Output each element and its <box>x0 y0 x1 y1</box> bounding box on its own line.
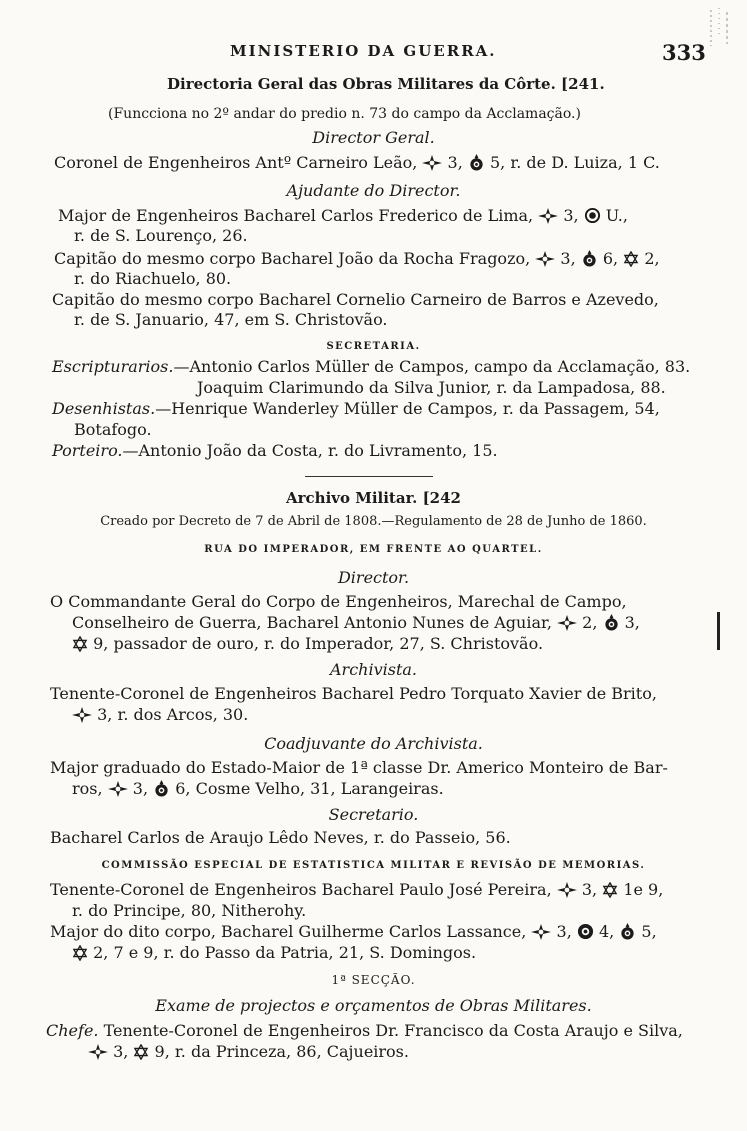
com3-text-b: 3, <box>556 922 572 941</box>
page-number: 333 <box>662 40 706 65</box>
aj2-text-a: Capitão do mesmo corpo Bacharel João da Rocha Fragozo, <box>54 249 531 268</box>
cross-icon <box>531 924 551 940</box>
rose-icon <box>603 614 620 631</box>
chefe2-text-b: 9, r. da Princeza, 86, Cajueiros. <box>154 1042 409 1061</box>
com4-text: 2, 7 e 9, r. do Passo da Patria, 21, S. Domingos. <box>93 943 477 962</box>
director-line-3 <box>72 634 543 654</box>
section-241-number: [241. <box>561 75 605 93</box>
com3-text-c: 4, <box>598 922 615 941</box>
exame-heading: Exame de projectos e orçamentos de Obras Militares. <box>155 996 592 1015</box>
ajudante-3-line-2: r. de S. Januario, 47, em S. Christovão. <box>74 310 388 329</box>
rose-icon <box>468 154 485 171</box>
section-241-subheading: (Funcciona no 2º andar do predio n. 73 do campo da Acclamação.) <box>108 106 581 122</box>
com3-text-d: 5, <box>641 922 657 941</box>
ajudante-2-line-2: r. do Riachuelo, 80. <box>74 269 232 288</box>
porteiro-text: —Antonio João da Costa, r. do Livramento, 15. <box>122 441 498 460</box>
cross-icon <box>535 251 555 267</box>
section-242-number: [242 <box>422 489 461 507</box>
director-geral-label: Director Geral. <box>312 128 435 147</box>
escripturarios-line-1 <box>52 357 690 377</box>
secretaria-label: SECRETARIA. <box>326 341 421 352</box>
dir2-text-c: 3, <box>624 613 640 632</box>
cross-icon <box>72 707 92 723</box>
chefe-line-1 <box>46 1021 683 1041</box>
cross-icon <box>538 208 558 224</box>
coadjuvante-label: Coadjuvante do Archivista. <box>264 734 483 753</box>
rose-icon <box>581 250 598 267</box>
com1-text-c: 1e 9, <box>623 880 664 899</box>
desenhistas-line-1 <box>52 399 660 419</box>
coadj2-text-b: 3, <box>132 779 149 798</box>
coadjuvante-line-2 <box>72 779 444 799</box>
cross-icon <box>557 615 577 631</box>
com1-text-b: 3, <box>581 880 598 899</box>
porteiro-line <box>52 441 498 461</box>
arch2-text: 3, r. dos Arcos, 30. <box>97 705 249 724</box>
section-242-title: Archivo Militar. <box>286 489 418 507</box>
desenhistas-label: Desenhistas. <box>52 399 156 418</box>
director-entry <box>54 153 660 173</box>
porteiro-label: Porteiro. <box>52 441 123 460</box>
ajudante-3-line-1: Capitão do mesmo corpo Bacharel Cornelio Carneiro de Barros e Azevedo, <box>52 290 659 309</box>
director-text-a: Coronel de Engenheiros Antº Carneiro Leão, <box>54 153 418 172</box>
wreath-icon <box>577 923 594 940</box>
aj2-text-b: 3, <box>560 249 576 268</box>
aj1-text-b: 3, <box>563 206 579 225</box>
star-icon <box>602 882 618 898</box>
archivista-line-1: Tenente-Coronel de Engenheiros Bacharel Pedro Torquato Xavier de Brito, <box>50 684 657 703</box>
section-divider <box>305 476 433 477</box>
chefe-text-1: Tenente-Coronel de Engenheiros Dr. Francisco da Costa Araujo e Silva, <box>103 1021 683 1040</box>
margin-mark <box>717 612 720 650</box>
cross-icon <box>88 1044 108 1060</box>
ajudante-2-line-1 <box>54 249 660 269</box>
star-icon <box>72 636 88 652</box>
chefe2-text-a: 3, <box>113 1042 129 1061</box>
section-242-heading <box>0 488 747 508</box>
director-line-2 <box>72 613 640 633</box>
section-241-title: Directoria Geral das Obras Militares da Côrte. <box>167 75 556 93</box>
escripturarios-label: Escripturarios. <box>52 357 174 376</box>
director-line-1: O Commandante Geral do Corpo de Engenheiros, Marechal de Campo, <box>50 592 627 611</box>
star-icon <box>623 251 639 267</box>
ajudante-label: Ajudante do Director. <box>286 181 461 200</box>
cross-icon <box>557 882 577 898</box>
archivista-label: Archivista. <box>329 660 417 679</box>
rose-icon <box>619 923 636 940</box>
circle-order-icon <box>584 207 601 224</box>
dir3-text-a: 9, passador de ouro, r. do Imperador, 27, S. Christovão. <box>93 634 544 653</box>
running-head <box>0 42 747 72</box>
aj2-text-d: 2, <box>644 249 660 268</box>
ajudante-1-line-1 <box>58 206 628 226</box>
star-icon <box>133 1044 149 1060</box>
section-241-heading <box>167 74 605 94</box>
coadjuvante-line-1: Major graduado do Estado-Maior de 1ª classe Dr. Americo Monteiro de Bar- <box>50 758 668 777</box>
secretario-label: Secretario. <box>328 805 419 824</box>
director-label: Director. <box>337 568 410 587</box>
commissao-line-2: r. do Principe, 80, Nitherohy. <box>72 901 307 920</box>
ajudante-1-line-2: r. de S. Lourenço, 26. <box>74 226 248 245</box>
chefe-label: Chefe. <box>46 1021 99 1040</box>
star-icon <box>72 945 88 961</box>
director-text-b: 3, <box>447 153 463 172</box>
coadj2-text-a: ros, <box>72 779 103 798</box>
coadj2-text-c: 6, Cosme Velho, 31, Larangeiras. <box>175 779 444 798</box>
desenhistas-line-2: Botafogo. <box>74 420 152 439</box>
com3-text-a: Major do dito corpo, Bacharel Guilherme Carlos Lassance, <box>50 922 527 941</box>
dir2-text-b: 2, <box>582 613 598 632</box>
running-title: MINISTERIO DA GUERRA. <box>230 42 497 60</box>
rua-line: RUA DO IMPERADOR, EM FRENTE AO QUARTEL. <box>204 544 543 555</box>
com1-text-a: Tenente-Coronel de Engenheiros Bacharel Paulo José Pereira, <box>50 880 552 899</box>
seccao-heading: 1ª SECÇÃO. <box>331 973 416 987</box>
cross-icon <box>422 155 442 171</box>
escripturarios-line-2: Joaquim Clarimundo da Silva Junior, r. da Lampadosa, 88. <box>197 378 666 397</box>
aj1-text-a: Major de Engenheiros Bacharel Carlos Frederico de Lima, <box>58 206 534 225</box>
dir2-text-a: Conselheiro de Guerra, Bacharel Antonio Nunes de Aguiar, <box>72 613 552 632</box>
rose-icon <box>153 780 170 797</box>
commissao-line-4 <box>72 943 476 963</box>
desenhistas-text-1: —Henrique Wanderley Müller de Campos, r. da Passagem, 54, <box>155 399 660 418</box>
escripturarios-text-1: —Antonio Carlos Müller de Campos, campo da Acclamação, 83. <box>173 357 691 376</box>
commissao-line-3 <box>50 922 657 942</box>
aj1-text-c: U., <box>605 206 628 225</box>
commissao-line-1 <box>50 880 663 900</box>
director-text-c: 5, r. de D. Luiza, 1 C. <box>489 153 660 172</box>
creado-line: Creado por Decreto de 7 de Abril de 1808.—Regulamento de 28 de Junho de 1860. <box>100 514 647 529</box>
aj2-text-c: 6, <box>602 249 619 268</box>
chefe-line-2 <box>88 1042 409 1062</box>
cross-icon <box>108 781 128 797</box>
archivista-line-2 <box>72 705 248 725</box>
secretario-line: Bacharel Carlos de Araujo Lêdo Neves, r. do Passeio, 56. <box>50 828 511 847</box>
commissao-heading: COMMISSÃO ESPECIAL DE ESTATISTICA MILITAR E REVISÃO DE MEMORIAS. <box>101 860 646 871</box>
